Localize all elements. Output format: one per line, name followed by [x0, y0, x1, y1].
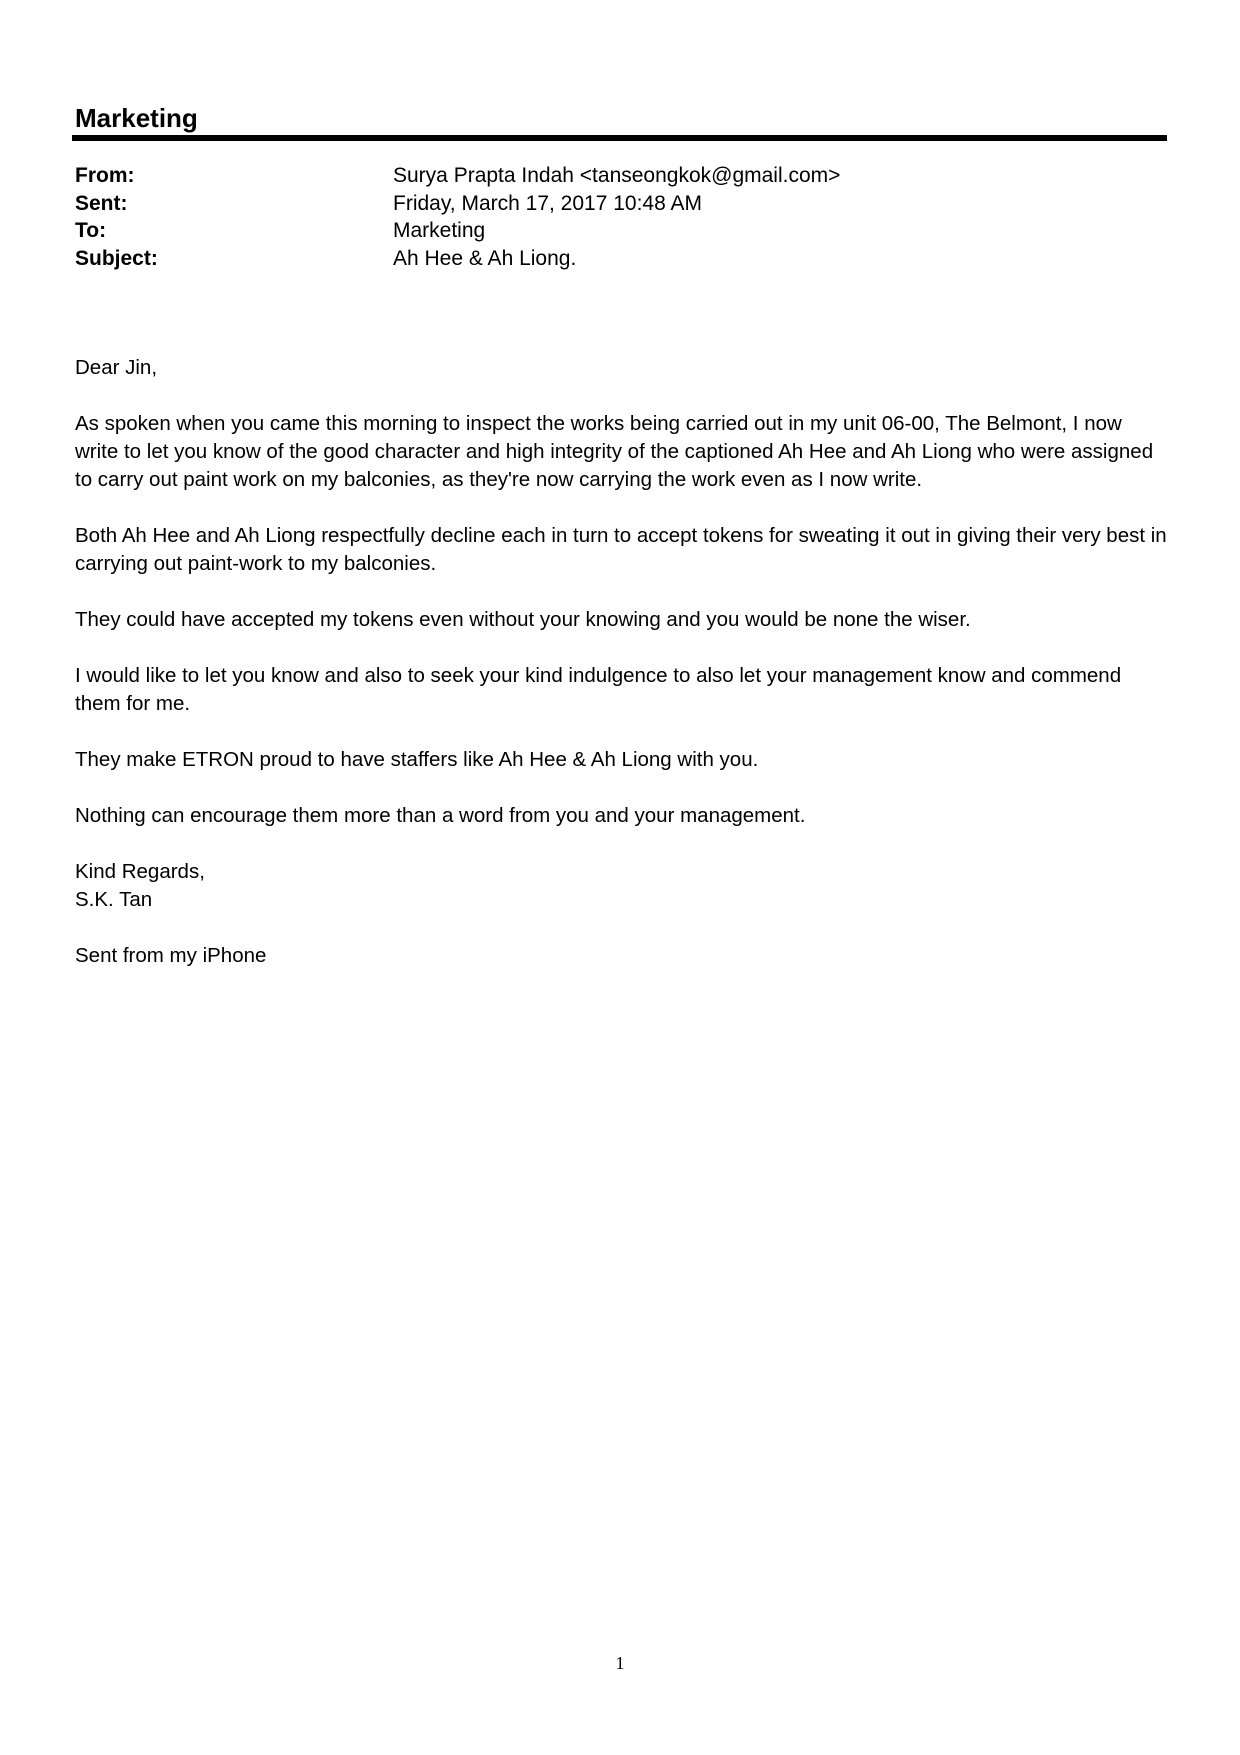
body-paragraph-5: They make ETRON proud to have staffers like Ah Hee & Ah Liong with you. — [75, 748, 759, 771]
closing: Kind Regards, — [75, 860, 205, 883]
from-label: From: — [75, 164, 135, 187]
body-paragraph-6: Nothing can encourage them more than a word from you and your management. — [75, 804, 806, 827]
to-value: Marketing — [393, 219, 486, 242]
subject-row — [75, 245, 1165, 273]
subject-value: Ah Hee & Ah Liong. — [393, 246, 577, 270]
greeting: Dear Jin, — [75, 356, 158, 379]
subject-label: Subject: — [75, 246, 158, 270]
body-paragraph-2: Both Ah Hee and Ah Liong respectfully decline each in turn to accept tokens for sweating it out in giving their very best in carrying out paint-work to my balconies. — [75, 524, 1167, 575]
body-paragraph-3: They could have accepted my tokens even without your knowing and you would be none the wiser. — [75, 608, 971, 631]
footer-note: Sent from my iPhone — [75, 944, 267, 967]
email-header — [75, 162, 1165, 272]
to-label: To: — [75, 219, 107, 242]
sent-label: Sent: — [75, 191, 128, 215]
body-paragraph-1: As spoken when you came this morning to inspect the works being carried out in my unit 06-00, The Belmont, I now write to let you know of the good character and high integrity of the captioned Ah Hee and Ah Liong who were assigned to carry out paint work on my balconies, as they're now carrying the work even as I now write. — [75, 412, 1154, 491]
sent-row — [75, 190, 1165, 218]
page-number: 1 — [615, 1653, 625, 1673]
body-paragraph-4: I would like to let you know and also to seek your kind indulgence to also let your management know and commend them for me. — [75, 664, 1122, 715]
signature: S.K. Tan — [75, 888, 153, 911]
from-row — [75, 162, 1165, 190]
from-value: Surya Prapta Indah <tanseongkok@gmail.com> — [393, 164, 841, 187]
email-body — [75, 354, 1170, 998]
sign-off — [75, 858, 1170, 914]
to-row — [75, 217, 1165, 245]
sent-value: Friday, March 17, 2017 10:48 AM — [393, 191, 702, 215]
page-title: Marketing — [75, 103, 198, 133]
title-divider — [72, 135, 1167, 141]
